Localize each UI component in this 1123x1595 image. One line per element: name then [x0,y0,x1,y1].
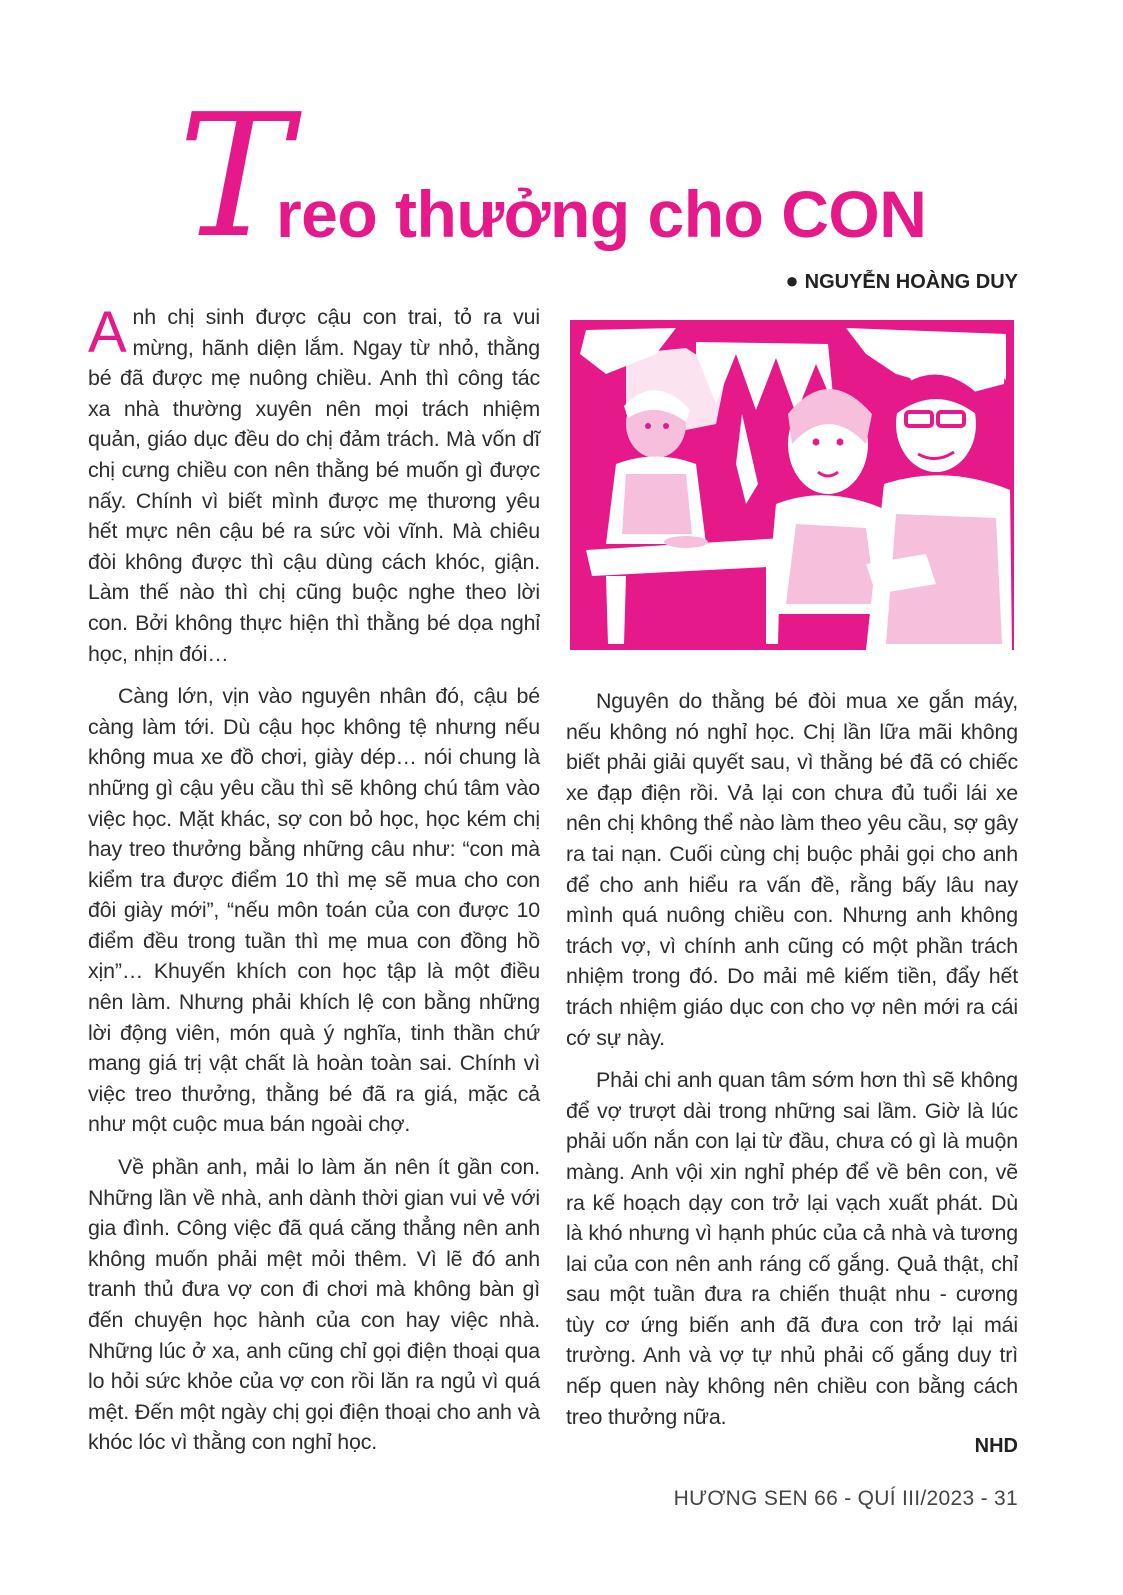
paragraph-3: Về phần anh, mải lo làm ăn nên ít gần con. Những lần về nhà, anh dành thời gian vui vẻ với gia đình. Công việc đã quá căng thẳng nên anh không muốn phải mệt mỏi thêm. Vì lẽ đó anh tranh thủ đưa vợ con đi chơi mà không bàn gì đến chuyện học hành của con hay việc nhà. Những lúc ở xa, anh cũng chỉ gọi điện thoại qua lo hỏi sức khỏe của vợ con rồi lăn ra ngủ vì quá mệt. Đến một ngày chị gọi điện thoại cho anh và khóc lóc vì thằng con nghỉ học. [88,1155,540,1455]
left-column [88,302,540,1470]
article-title [178,78,978,276]
drop-cap: A [88,300,127,365]
byline [785,268,1018,294]
paragraph-1-text: nh chị sinh được cậu con trai, tỏ ra vui mừng, hãnh diện lắm. Ngay từ nhỏ, thằng bé đã được mẹ nuông chiều. Anh thì công tác xa nhà thường xuyên nên mọi trách nhiệm quản, giáo dục đều do chị đảm trách. Mà vốn dĩ chị cưng chiều con nên thằng bé muốn gì được nấy. Chính vì biết mình được mẹ thương yêu hết mực nên cậu bé ra sức vòi vĩnh. Mà chiêu đòi không được thì cậu dùng cách khóc, giận. Làm thế nào thì chị cũng buộc nghe theo lời con. Bởi không thực hiện thì thằng bé dọa nghỉ học, nhịn đói… [88,305,540,666]
page-footer: HƯƠNG SEN 66 - QUÍ III/2023 - 31 [673,1487,1018,1510]
paragraph-2: Càng lớn, vịn vào nguyên nhân đó, cậu bé càng làm tới. Dù cậu học không tệ nhưng nếu không mua xe đồ chơi, giày dép… nói chung là những gì cậu yêu cầu thì sẽ không chú tâm vào việc học. Mặt khác, sợ con bỏ học, học kém chị hay treo thưởng bằng những câu như: “con mà kiểm tra được điểm 10 thì mẹ sẽ mua cho con đôi giày mới”, “nếu môn toán của con được 10 điểm đều trong tuần thì mẹ mua con đồng hồ xịn”… Khuyến khích con học tập là một điều nên làm. Nhưng phải khích lệ con bằng những lời động viên, món quà ý nghĩa, tinh thần chứ mang giá trị vật chất là hoàn toàn sai. Chính vì việc treo thưởng, thằng bé đã ra giá, mặc cả như một cuộc mua bán ngoài chợ. [88,684,540,1137]
byline-bullet: ● [785,268,799,293]
title-text: reo thưởng cho CON [276,177,927,251]
paragraph-4: Nguyên do thằng bé đòi mua xe gắn máy, nếu không nó nghỉ học. Chị lần lữa mãi không biết phải giải quyết sau, vì thằng bé đã có chiếc xe đạp điện rồi. Vả lại con chưa đủ tuổi lái xe nên chị không thể nào làm theo yêu cầu, sợ gây ra tai nạn. Cuối cùng chị buộc phải gọi cho anh để cho anh hiểu ra vấn đề, rằng bấy lâu nay mình quá nuông chiều con. Nhưng anh không trách vợ, vì chính anh cũng có một phần trách nhiệm trong đó. Do mải mê kiếm tiền, đẩy hết trách nhiệm giáo dục con cho vợ nên mới ra cái cớ sự này. [566,689,1018,1050]
title-initial: T [178,78,292,276]
paragraph-5: Phải chi anh quan tâm sớm hơn thì sẽ không để vợ trượt dài trong những sai lầm. Giờ là lúc phải uốn nắn con lại từ đầu, chưa có gì là muộn màng. Anh vội xin nghỉ phép để về bên con, vẽ ra kế hoạch dạy con trở lại vạch xuất phát. Dù là khó nhưng vì hạnh phúc của cả nhà và tương lai của con nên anh ráng cố gắng. Quả thật, chỉ sau một tuần đưa ra chiến thuật nhu - cương tùy cơ ứng biến anh đã đưa con trở lại mái trường. Anh và vợ tự nhủ phải cố gắng duy trì nếp quen này không nên chiều con bằng cách treo thưởng nữa. [566,1068,1018,1429]
article-illustration [566,314,1018,654]
author-name: NGUYỄN HOÀNG DUY [804,271,1018,293]
paragraph-1 [88,302,540,669]
author-signature: NHD [974,1435,1018,1457]
right-column [566,686,1018,1444]
